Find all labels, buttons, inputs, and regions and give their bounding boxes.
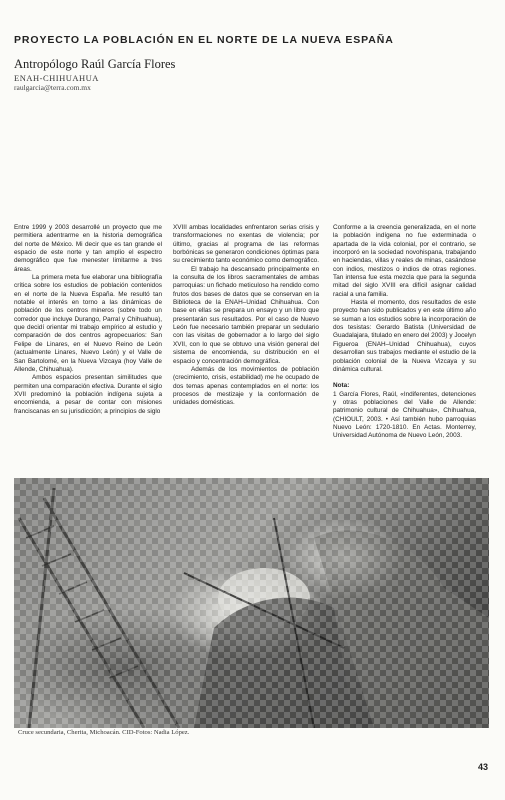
paragraph: El trabajo ha descansado principalmente en la consulta de los libros sacramentales de ambas parroquias: un fichado meticuloso ha rendido como frutos dos bases de datos que se conservan en la Biblioteca de la ENAH–Unidad Chihuahua. Con base en ellas se prepara un ensayo y un libro que presentarán sus resultados. Por el caso de Nuevo León fue necesario también preparar un sedulario con las visitas de gobernador a lo largo del siglo XVII, con lo que se obtuvo una visión general del sistema de encomienda, su distribución en el espacio y concentración demográfica. — [173, 265, 319, 365]
paragraph: Entre 1999 y 2003 desarrollé un proyecto que me permitiera adentrarme en la historia demográfica del norte de México. Mi decir que es tan grande el espacio de este norte y tan amplio el espectro demográfico que fue menester limitarme a tres áreas. — [14, 224, 162, 273]
photo-illustration — [14, 478, 489, 728]
text-column-2 — [173, 224, 319, 408]
footnote: 1 García Flores, Raúl, «Indiferentes, detenciones y otras poblaciones del Valle de Allende: patrimonio cultural de Chihuahua», Chihuahua, (CHIOULT, 2003. • Así también hubo parroquias Nuevo León: 1720-1810. En Actas. Monterrey, Universidad Autónoma de Nuevo León, 2003. — [333, 390, 476, 440]
author-email: raulgarcia@terra.com.mx — [14, 83, 91, 92]
paragraph: Ambos espacios presentan similitudes que permiten una comparación efectiva. Durante el siglo XVII predominó la población indígena sujeta a encomienda, a pesar de contar con misiones franciscanas en su jurisdicción; a principios de siglo — [14, 374, 162, 415]
paragraph: Además de los movimientos de población (crecimiento, crisis, estabilidad) me he ocupado de dos temas apenas contemplados en el norte: los procesos de mestizaje y la conformación de unidades domésticas. — [173, 365, 319, 407]
text-column-3 — [333, 224, 476, 441]
photo-caption: Cruce secundaria, Cherita, Michoacán. CID-Fotos: Nadia López. — [18, 729, 190, 736]
note-label: Nota: — [333, 382, 350, 390]
text-column-1 — [14, 224, 162, 416]
archival-photograph — [14, 478, 489, 728]
article-heading: PROYECTO LA POBLACIÓN EN EL NORTE DE LA NUEVA ESPAÑA — [14, 34, 394, 46]
author-affiliation: ENAH-CHIHUAHUA — [14, 73, 99, 83]
paragraph: XVIII ambas localidades enfrentaron serias crisis y transformaciones no exentas de violencia; por último, gracias al programa de las reformas borbónicas se generaron condiciones óptimas para su crecimiento tanto económico como demográfico. — [173, 224, 319, 265]
author-name: Antropólogo Raúl García Flores — [14, 57, 176, 71]
paragraph: Conforme a la creencia generalizada, en el norte la población indígena no fue exterminada o apartada de la vida colonial, por el contrario, se incorporó en la sociedad novohispana, trabajando en haciendas, villas y reales de minas, casándose con indios, mestizos o indios de otras regiones. Tan intensa fue esta mezcla que para la segunda mitad del siglo XVIII era difícil asignar calidad racial a una familia. — [333, 224, 476, 298]
page-number: 43 — [478, 762, 489, 772]
paragraph: Hasta el momento, dos resultados de este proyecto han sido publicados y en este último año se suman a los estudios sobre la incorporación de dos tesistas: Gerardo Batista (Universidad de Guadalajara, titulado en enero del 2003) y Jocelyn Figueroa (ENAH–Unidad Chihuahua), cuyos desarrollan sus trabajos mediante el estudio de la población colonial de la Nueva Vizcaya y su dinámica cultural. — [333, 299, 476, 373]
paragraph: La primera meta fue elaborar una bibliografía crítica sobre los estudios de población contenidos en el norte de la Nueva España. Me resultó tan notable el interés en torno a las dinámicas de población de los centros mineros (sobre todo un corredor que incluye Durango, Parral y Chihuahua), que decidí orientar mi trabajo empírico al estudio y comparación de dos centros agropecuarios: San Felipe de Linares, en el Nuevo Reino de León (actualmente Linares, Nuevo León) y el Valle de San Bartolomé, en la Nueva Vizcaya (hoy Valle de Allende, Chihuahua). — [14, 274, 162, 373]
